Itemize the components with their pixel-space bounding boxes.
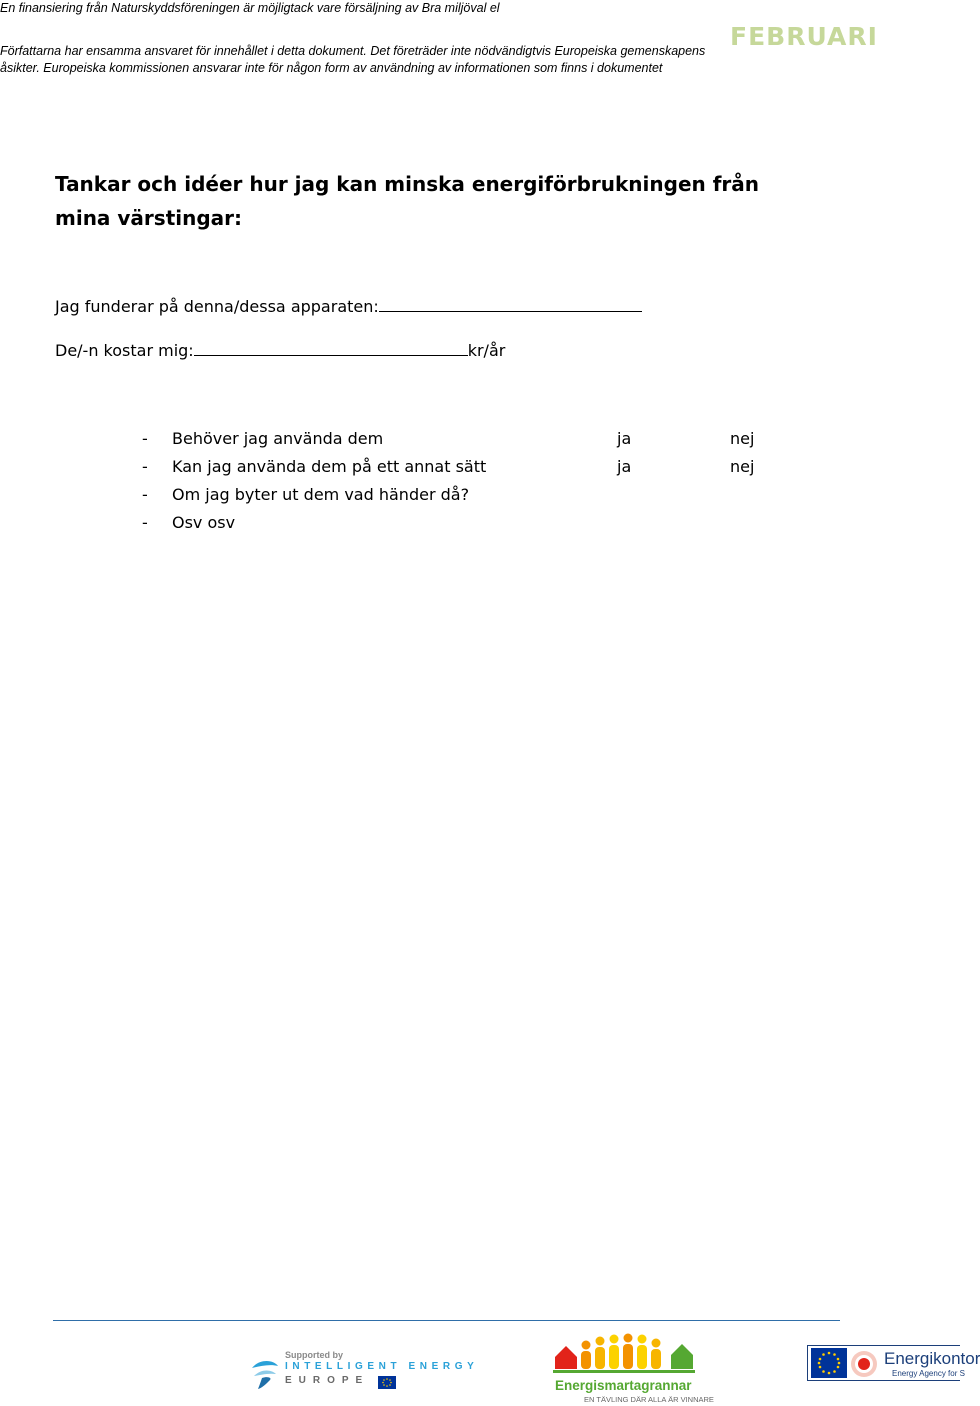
- appliance-label: Jag funderar på denna/dessa apparaten:: [55, 297, 379, 316]
- question-item: [0, 485, 960, 513]
- question-text: Om jag byter ut dem vad händer då?: [172, 485, 470, 504]
- cost-blank[interactable]: [194, 340, 468, 356]
- energismartagrannar-logo: [553, 1333, 714, 1405]
- eu-stars-icon: [811, 1348, 847, 1378]
- question-item: [0, 429, 960, 457]
- ie-supported-by: Supported by: [285, 1350, 343, 1360]
- ie-swoosh-icon: [250, 1356, 280, 1390]
- appliance-line: [55, 296, 642, 316]
- ek-subtitle: Energy Agency for S: [892, 1369, 965, 1378]
- list-dash: -: [142, 513, 148, 532]
- header-financing-note: En finansiering från Naturskyddsföreningen är möjligtack vare försäljning av Bra miljöval el: [0, 1, 500, 15]
- header-disclaimer-line-2: åsikter. Europeiska kommissionen ansvarar inte för någon form av användning av informationen som finns i dokumentet: [0, 61, 663, 75]
- question-text: Kan jag använda dem på ett annat sätt: [172, 457, 487, 476]
- answer-yes[interactable]: ja: [617, 457, 632, 476]
- cost-line: [55, 340, 505, 360]
- ie-wordmark-line-2: EUROPE: [285, 1375, 370, 1386]
- question-item: [0, 457, 960, 485]
- cost-label: De/-n kostar mig:: [55, 341, 194, 360]
- energy-target-icon: [850, 1350, 878, 1378]
- answer-no[interactable]: nej: [730, 429, 755, 448]
- answer-yes[interactable]: ja: [617, 429, 632, 448]
- question-text: Behöver jag använda dem: [172, 429, 384, 448]
- list-dash: -: [142, 457, 148, 476]
- houses-and-people-icon: [553, 1333, 695, 1377]
- esg-tagline: EN TÄVLING DÄR ALLA ÄR VINNARE: [584, 1395, 714, 1404]
- ie-wordmark-line-1: INTELLIGENT ENERGY: [285, 1361, 479, 1372]
- list-dash: -: [142, 429, 148, 448]
- appliance-blank[interactable]: [379, 296, 642, 312]
- cost-unit: kr/år: [467, 341, 506, 360]
- page-title: Tankar och idéer hur jag kan minska energiförbrukningen från mina värstingar:: [55, 172, 760, 230]
- ek-wordmark: Energikontor: [884, 1349, 980, 1368]
- month-label: FEBRUARI: [730, 22, 878, 51]
- question-text: Osv osv: [172, 513, 236, 532]
- header-disclaimer-line-1: Författarna har ensamma ansvaret för innehållet i detta dokument. Det företräder inte nödvändigtvis Europeiska gemenskapens: [0, 44, 706, 58]
- question-item: [0, 513, 960, 541]
- energikontor-logo: [807, 1345, 980, 1381]
- esg-wordmark: Energismartagrannar: [555, 1378, 692, 1393]
- intelligent-energy-europe-logo: [250, 1350, 480, 1395]
- answer-no[interactable]: nej: [730, 457, 755, 476]
- eu-flag-icon: [378, 1376, 396, 1389]
- footer-divider: [53, 1320, 840, 1321]
- list-dash: -: [142, 485, 148, 504]
